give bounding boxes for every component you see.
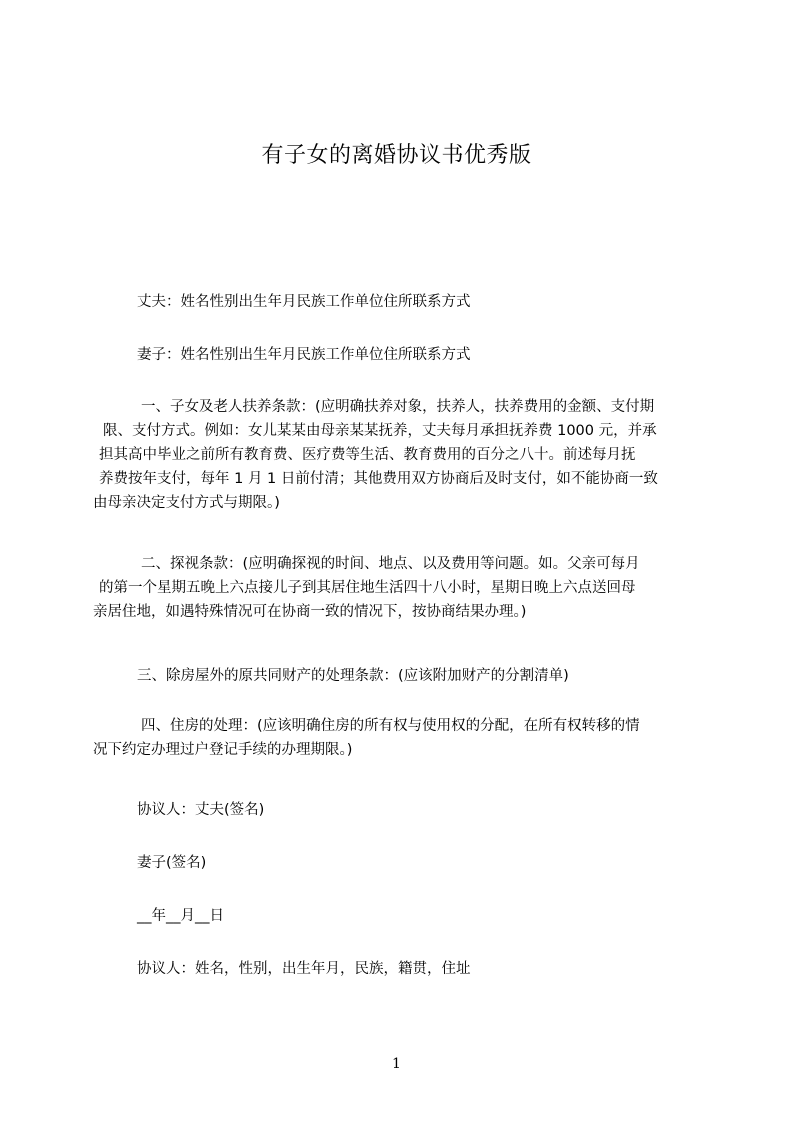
husband-info-line: 丈夫：姓名性别出生年月民族工作单位住所联系方式 — [137, 294, 471, 310]
clause-line: 养费按年支付，每年 1 月 1 日前付清；其他费用双方协商后及时支付，如不能协商一致 — [99, 471, 658, 487]
clause-line: 的第一个星期五晚上六点接儿子到其居住地生活四十八小时，星期日晚上六点送回母 — [99, 580, 636, 596]
clause-line: 四、住房的处理：(应该明确住房的所有权与使用权的分配，在所有权转移的情 — [141, 718, 640, 734]
signature-husband: 协议人：丈夫(签名) — [137, 802, 265, 818]
clause-line: 亲居住地，如遇特殊情况可在协商一致的情况下，按协商结果办理。) — [93, 604, 527, 620]
clause-housing — [93, 714, 703, 762]
clause-property: 三、除房屋外的原共同财产的处理条款：(应该附加财产的分割清单) — [137, 668, 569, 684]
signature-wife: 妻子(签名) — [137, 855, 207, 871]
date-line: __年__月__日 — [137, 908, 224, 924]
clause-line: 二、探视条款：(应明确探视的时间、地点、以及费用等问题。如。父亲可每月 — [141, 556, 640, 572]
document-title: 有子女的离婚协议书优秀版 — [261, 143, 532, 168]
clause-child-support — [93, 395, 703, 515]
clause-line: 由母亲决定支付方式与期限。) — [93, 495, 280, 511]
clause-line: 一、子女及老人扶养条款：(应明确扶养对象，扶养人，扶养费用的金额、支付期 — [141, 399, 655, 415]
clause-line: 况下约定办理过户登记手续的办理期限。) — [93, 742, 353, 758]
clause-line: 限、支付方式。例如：女儿某某由母亲某某抚养，丈夫每月承担抚养费 1000 元，并承 — [103, 423, 657, 439]
clause-line: 担其高中毕业之前所有教育费、医疗费等生活、教育费用的百分之八十。前述每月抚 — [99, 447, 636, 463]
party-info-line: 协议人：姓名，性别，出生年月，民族，籍贯，住址 — [137, 961, 471, 977]
wife-info-line: 妻子：姓名性别出生年月民族工作单位住所联系方式 — [137, 347, 471, 363]
clause-visitation — [93, 552, 703, 624]
page-number: 1 — [392, 1056, 401, 1072]
